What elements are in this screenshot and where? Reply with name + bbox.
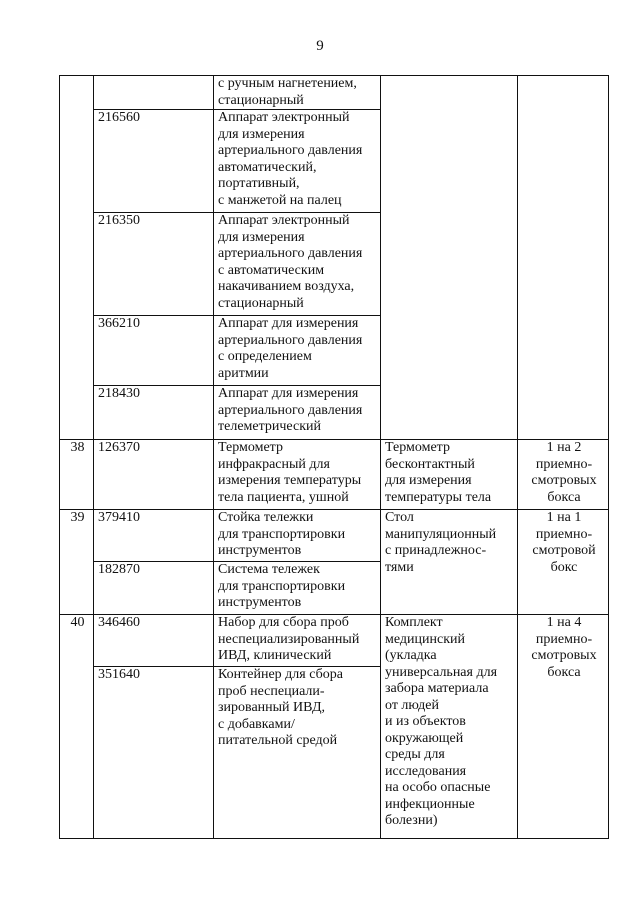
equipment-text: Термометр бесконтактный для измерения температуры тела — [385, 440, 492, 505]
name-cell — [214, 386, 381, 440]
quantity-cell — [518, 615, 609, 839]
equipment-text: Комплект медицинский (укладка универсальная для забора материала от людей и из объектов окружающей среды для исследования на особо опасные инфекционные болезни) — [385, 615, 498, 828]
code-cell — [94, 440, 214, 510]
name-text: Система тележек для транспортировки инструментов — [218, 562, 346, 610]
code-text: 366210 — [98, 316, 140, 331]
name-cell — [214, 213, 381, 316]
code-cell — [94, 110, 214, 213]
equipment-cell — [381, 76, 518, 440]
code-cell — [94, 510, 214, 562]
quantity-text: 1 на 4 приемно- смотровых бокса — [531, 615, 597, 680]
row-number-cell — [60, 440, 94, 510]
code-cell — [94, 76, 214, 110]
row-number: 40 — [70, 615, 85, 630]
name-text: с ручным нагнетением, стационарный — [218, 76, 357, 108]
code-text: 216350 — [98, 213, 140, 228]
name-text: Аппарат для измерения артериального давления телеметрический — [218, 386, 363, 434]
table-row — [60, 615, 609, 667]
name-cell — [214, 615, 381, 667]
table-row — [60, 440, 609, 510]
name-text: Аппарат электронный для измерения артериального давления с автоматическим накачиванием воздуха, стационарный — [218, 213, 363, 311]
code-text: 351640 — [98, 667, 140, 682]
table-row — [60, 510, 609, 562]
name-text: Набор для сбора проб неспециализированный ИВД, клинический — [218, 615, 360, 663]
name-cell — [214, 562, 381, 615]
code-cell — [94, 386, 214, 440]
name-cell — [214, 110, 381, 213]
name-text: Стойка тележки для транспортировки инструментов — [218, 510, 346, 558]
equipment-table — [59, 75, 609, 839]
name-cell — [214, 667, 381, 839]
code-text: 216560 — [98, 110, 140, 125]
page-number: 9 — [316, 38, 324, 54]
equipment-cell — [381, 440, 518, 510]
name-text: Аппарат электронный для измерения артериального давления автоматический, портативный, с манжетой на палец — [218, 110, 363, 208]
code-text: 182870 — [98, 562, 140, 577]
name-cell — [214, 316, 381, 386]
name-text: Аппарат для измерения артериального давления с определением аритмии — [218, 316, 363, 381]
name-cell — [214, 76, 381, 110]
quantity-cell — [518, 440, 609, 510]
equipment-cell — [381, 510, 518, 615]
quantity-text: 1 на 2 приемно- смотровых бокса — [531, 440, 597, 505]
quantity-text: 1 на 1 приемно- смотровой бокс — [532, 510, 596, 575]
name-text: Термометр инфракрасный для измерения температуры тела пациента, ушной — [218, 440, 362, 505]
row-number: 39 — [70, 510, 85, 525]
row-number-cell — [60, 615, 94, 839]
equipment-cell — [381, 615, 518, 839]
name-cell — [214, 440, 381, 510]
code-text: 346460 — [98, 615, 140, 630]
table-row — [60, 76, 609, 110]
row-number-cell — [60, 510, 94, 615]
code-text: 126370 — [98, 440, 140, 455]
code-cell — [94, 213, 214, 316]
quantity-cell — [518, 76, 609, 440]
row-number-cell — [60, 76, 94, 440]
quantity-cell — [518, 510, 609, 615]
code-cell — [94, 667, 214, 839]
name-text: Контейнер для сбора проб неспециали- зированный ИВД, с добавками/ питательной средой — [218, 667, 343, 748]
code-cell — [94, 316, 214, 386]
code-cell — [94, 562, 214, 615]
row-number: 38 — [70, 440, 85, 455]
code-text: 379410 — [98, 510, 140, 525]
code-text: 218430 — [98, 386, 140, 401]
equipment-text: Стол манипуляционный с принадлежнос- тями — [385, 510, 497, 575]
code-cell — [94, 615, 214, 667]
name-cell — [214, 510, 381, 562]
